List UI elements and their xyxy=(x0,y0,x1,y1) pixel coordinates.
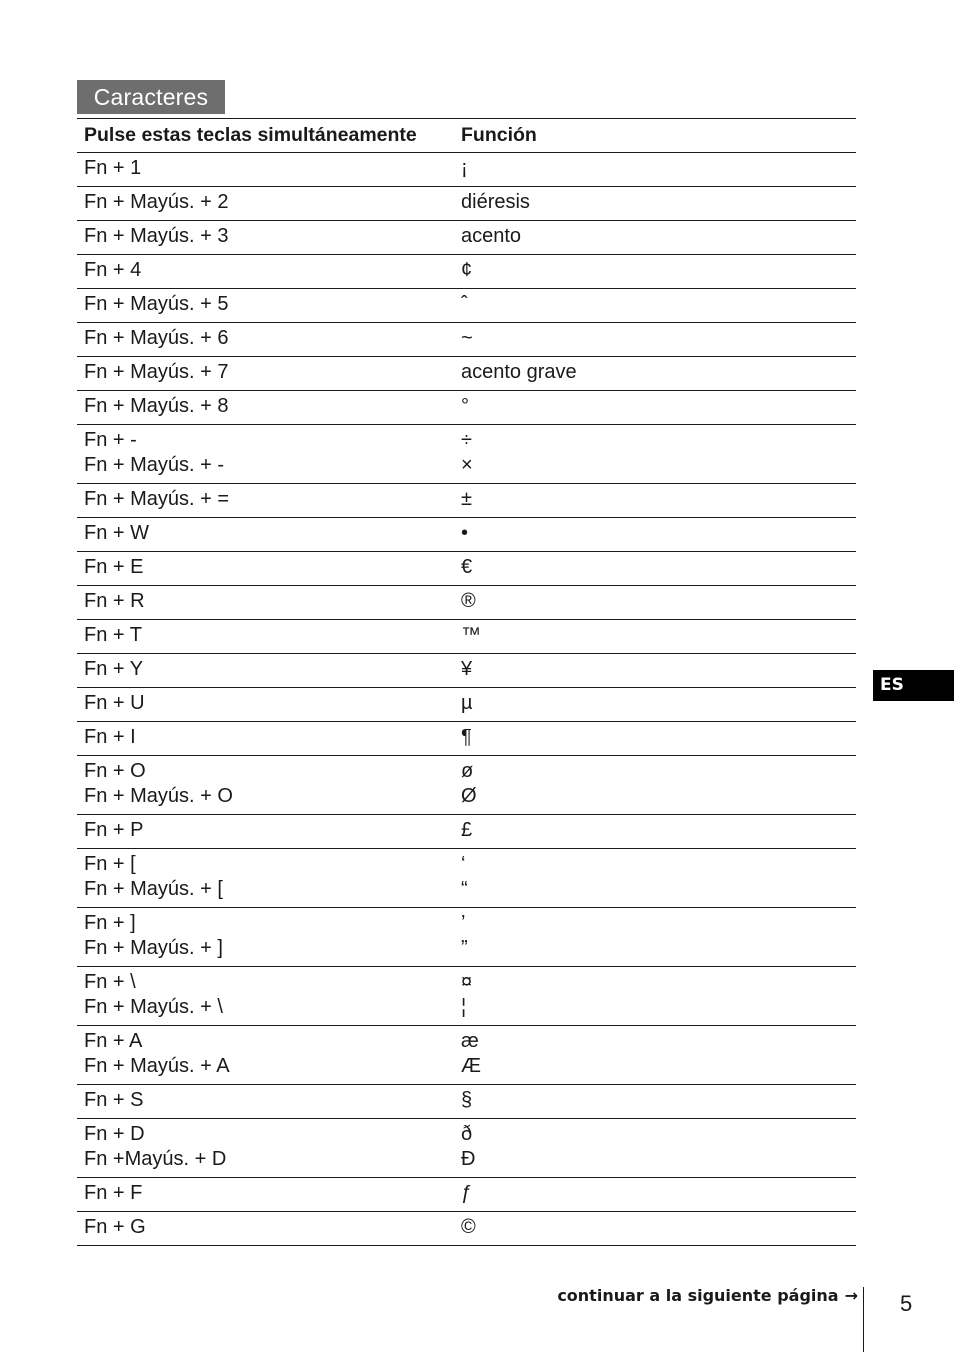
function-value: ÷ xyxy=(461,429,472,451)
key-combination-cell xyxy=(77,425,454,484)
key-combination: Fn + Mayús. + 6 xyxy=(84,327,229,349)
function-value: € xyxy=(461,556,473,578)
function-cell xyxy=(454,815,856,849)
key-combination: Fn + U xyxy=(84,692,145,714)
table-row xyxy=(77,1085,856,1119)
key-combination: Fn + 1 xyxy=(84,157,142,179)
key-combination: Fn + E xyxy=(84,556,144,578)
table-row xyxy=(77,815,856,849)
function-cell xyxy=(454,1212,856,1246)
key-combination-cell xyxy=(77,722,454,756)
key-combination-cell xyxy=(77,255,454,289)
key-combination: Fn + 4 xyxy=(84,259,142,281)
function-value: acento xyxy=(461,225,522,247)
function-value: ’ xyxy=(461,912,466,934)
table-row xyxy=(77,323,856,357)
arrow-right-icon: → xyxy=(844,1286,858,1305)
table-row xyxy=(77,255,856,289)
function-cell xyxy=(454,484,856,518)
function-value: ¡ xyxy=(461,157,468,179)
key-combination-cell xyxy=(77,518,454,552)
key-combination-cell xyxy=(77,1026,454,1085)
function-cell xyxy=(454,1085,856,1119)
function-cell xyxy=(454,552,856,586)
table-row xyxy=(77,1119,856,1178)
table-row xyxy=(77,654,856,688)
function-cell xyxy=(454,756,856,815)
header-function: Función xyxy=(461,124,537,146)
key-combination-cell xyxy=(77,967,454,1026)
continue-text: continuar a la siguiente página xyxy=(557,1286,839,1305)
key-combination: Fn + I xyxy=(84,726,136,748)
function-value: • xyxy=(461,522,469,544)
function-value: µ xyxy=(461,692,473,714)
function-value: Ø xyxy=(461,785,477,807)
key-combination-cell xyxy=(77,849,454,908)
key-combination-cell xyxy=(77,153,454,187)
key-combination-cell xyxy=(77,1119,454,1178)
function-value: ¤ xyxy=(461,971,473,993)
key-combination-cell xyxy=(77,357,454,391)
key-combination: Fn + Mayús. + 7 xyxy=(84,361,229,383)
function-cell xyxy=(454,425,856,484)
table-body xyxy=(77,153,856,1246)
key-combination-cell xyxy=(77,756,454,815)
function-cell xyxy=(454,153,856,187)
table-row xyxy=(77,849,856,908)
key-combination: Fn + A xyxy=(84,1030,143,1052)
footer-divider xyxy=(863,1287,864,1352)
key-combination: Fn + Mayús. + 2 xyxy=(84,191,229,213)
table-row xyxy=(77,518,856,552)
table-row xyxy=(77,756,856,815)
function-value: ~ xyxy=(461,327,473,349)
table-row xyxy=(77,688,856,722)
function-value: “ xyxy=(461,878,468,900)
key-combination: Fn + Y xyxy=(84,658,144,680)
key-combination: Fn + Mayús. + 3 xyxy=(84,225,229,247)
function-cell xyxy=(454,255,856,289)
key-combination-cell xyxy=(77,688,454,722)
function-value: ƒ xyxy=(461,1182,473,1204)
table-row xyxy=(77,552,856,586)
page-number: 5 xyxy=(900,1291,913,1316)
table-header xyxy=(77,119,856,153)
key-combination-cell xyxy=(77,323,454,357)
table-row xyxy=(77,620,856,654)
function-cell xyxy=(454,620,856,654)
key-combination: Fn + Mayús. + O xyxy=(84,785,233,807)
key-combination-cell xyxy=(77,391,454,425)
table-row xyxy=(77,967,856,1026)
function-value: ® xyxy=(461,590,476,612)
table-row xyxy=(77,357,856,391)
language-tab: ES xyxy=(873,670,954,701)
function-cell xyxy=(454,187,856,221)
table-row xyxy=(77,221,856,255)
table-row xyxy=(77,289,856,323)
key-combination-cell xyxy=(77,552,454,586)
function-cell xyxy=(454,849,856,908)
key-combination: Fn + T xyxy=(84,624,142,646)
key-combination: Fn + Mayús. + \ xyxy=(84,996,223,1018)
key-combination: Fn + ] xyxy=(84,912,136,934)
key-combination: Fn + Mayús. + ] xyxy=(84,937,223,959)
function-cell xyxy=(454,221,856,255)
function-cell xyxy=(454,654,856,688)
key-combination-cell xyxy=(77,221,454,255)
table-row xyxy=(77,153,856,187)
table-row xyxy=(77,586,856,620)
table-row xyxy=(77,425,856,484)
key-combination: Fn + Mayús. + - xyxy=(84,454,225,476)
key-combination-cell xyxy=(77,1178,454,1212)
function-value: ¶ xyxy=(461,726,472,748)
key-combination: Fn + Mayús. + 8 xyxy=(84,395,229,417)
function-value: ™ xyxy=(461,624,481,646)
continue-note xyxy=(557,1286,858,1305)
function-value: ¦ xyxy=(461,996,467,1018)
function-cell xyxy=(454,323,856,357)
table-row xyxy=(77,1178,856,1212)
key-combination: Fn + Mayús. + A xyxy=(84,1055,230,1077)
key-combination: Fn + D xyxy=(84,1123,145,1145)
table-row xyxy=(77,1212,856,1246)
function-value: ” xyxy=(461,937,468,959)
key-combination: Fn + S xyxy=(84,1089,144,1111)
function-cell xyxy=(454,1119,856,1178)
key-combination-cell xyxy=(77,1085,454,1119)
function-cell xyxy=(454,688,856,722)
table-header-row xyxy=(77,119,856,153)
section-title: Caracteres xyxy=(77,80,225,114)
function-value: ¢ xyxy=(461,259,473,281)
key-combination: Fn + F xyxy=(84,1182,143,1204)
function-value: ˆ xyxy=(461,293,468,315)
function-value: ± xyxy=(461,488,472,510)
key-combination: Fn + Mayús. + [ xyxy=(84,878,223,900)
function-cell xyxy=(454,289,856,323)
function-value: £ xyxy=(461,819,473,841)
function-value: ø xyxy=(461,760,474,782)
key-combination: Fn + Mayús. + 5 xyxy=(84,293,229,315)
key-combination: Fn + \ xyxy=(84,971,136,993)
function-cell xyxy=(454,357,856,391)
key-combination: Fn + Mayús. + = xyxy=(84,488,230,510)
key-combination: Fn + P xyxy=(84,819,144,841)
function-value: Æ xyxy=(461,1055,481,1077)
function-cell xyxy=(454,722,856,756)
function-value: © xyxy=(461,1216,476,1238)
function-value: ° xyxy=(461,395,469,417)
function-value: acento grave xyxy=(461,361,577,383)
table-row xyxy=(77,391,856,425)
key-combination-cell xyxy=(77,484,454,518)
table-row xyxy=(77,908,856,967)
shortcut-table-container xyxy=(77,118,856,1246)
key-combination: Fn + W xyxy=(84,522,150,544)
function-cell xyxy=(454,1178,856,1212)
key-combination: Fn + G xyxy=(84,1216,146,1238)
function-cell xyxy=(454,391,856,425)
function-value: æ xyxy=(461,1030,479,1052)
header-keys: Pulse estas teclas simultáneamente xyxy=(84,124,417,146)
function-cell xyxy=(454,1026,856,1085)
table-row xyxy=(77,722,856,756)
function-cell xyxy=(454,967,856,1026)
key-combination-cell xyxy=(77,586,454,620)
table-row xyxy=(77,187,856,221)
key-combination-cell xyxy=(77,1212,454,1246)
function-value: Ð xyxy=(461,1148,476,1170)
function-value: ¥ xyxy=(461,658,473,680)
key-combination-cell xyxy=(77,815,454,849)
function-cell xyxy=(454,518,856,552)
function-value: diéresis xyxy=(461,191,530,213)
shortcut-table xyxy=(77,118,856,1246)
function-value: § xyxy=(461,1089,473,1111)
key-combination-cell xyxy=(77,289,454,323)
key-combination: Fn + [ xyxy=(84,853,136,875)
function-cell xyxy=(454,586,856,620)
function-value: × xyxy=(461,454,473,476)
key-combination: Fn + - xyxy=(84,429,137,451)
table-row xyxy=(77,484,856,518)
function-value: ‘ xyxy=(461,853,466,875)
key-combination-cell xyxy=(77,620,454,654)
key-combination-cell xyxy=(77,908,454,967)
table-row xyxy=(77,1026,856,1085)
key-combination-cell xyxy=(77,654,454,688)
function-cell xyxy=(454,908,856,967)
key-combination-cell xyxy=(77,187,454,221)
key-combination: Fn + R xyxy=(84,590,145,612)
key-combination: Fn + O xyxy=(84,760,146,782)
key-combination: Fn +Mayús. + D xyxy=(84,1148,227,1170)
function-value: ð xyxy=(461,1123,473,1145)
